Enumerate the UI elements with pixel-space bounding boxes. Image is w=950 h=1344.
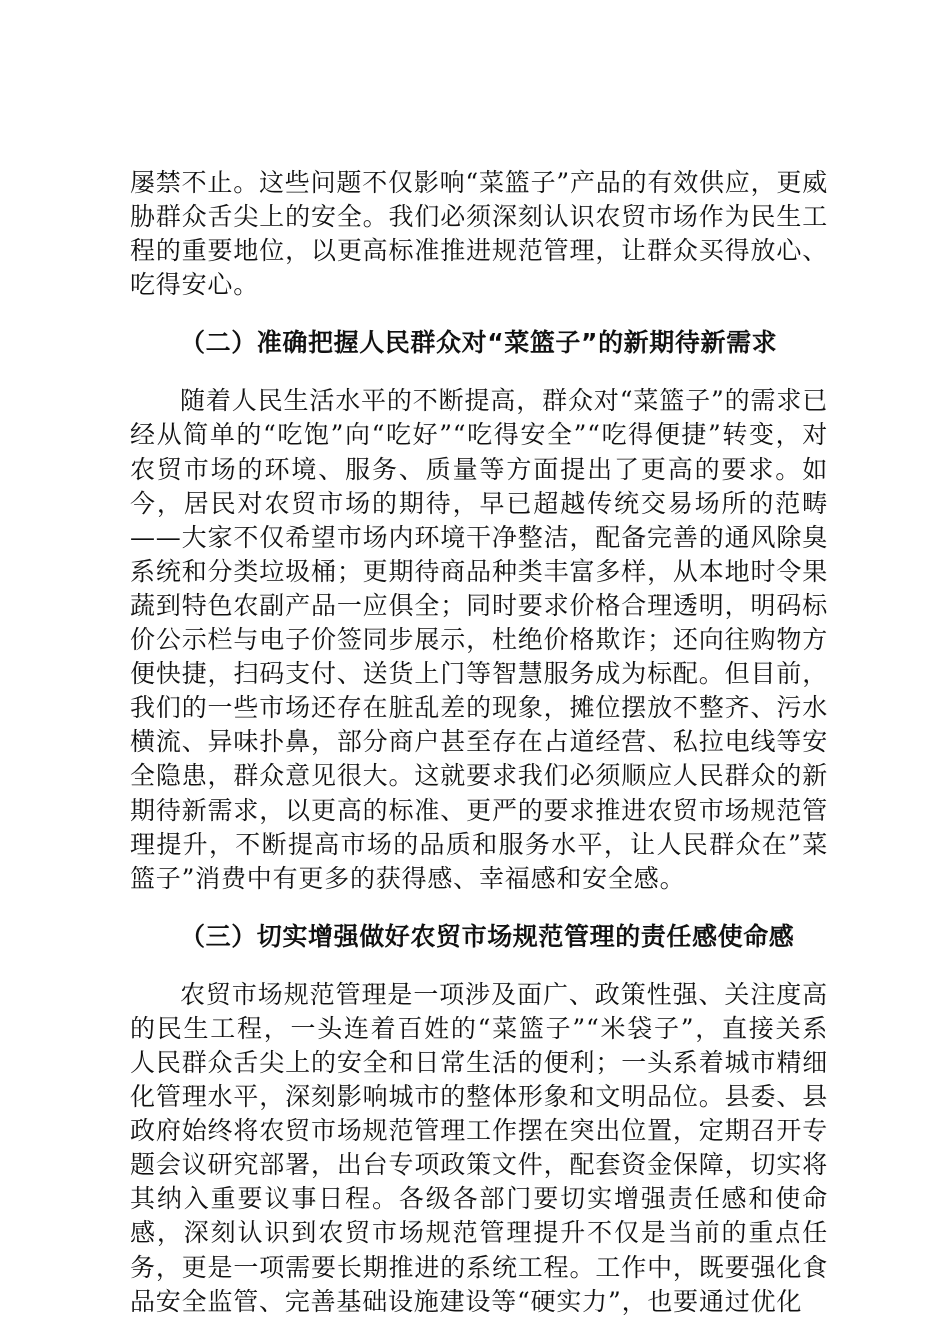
document-body (130, 166, 828, 1319)
section-heading-3: （三）切实增强做好农贸市场规范管理的责任感使命感 (180, 921, 795, 951)
section-heading-2: （二）准确把握人民群众对“菜篮子”的新期待新需求 (180, 328, 778, 358)
paragraph-responsibility: 农贸市场规范管理是一项涉及面广、政策性强、关注度高的民生工程，一头连着百姓的“菜篮子”“米袋子”，直接关系人民群众舌尖上的安全和日常生活的便利；一头系着城市精细化管理水平，深刻影响城市的整体形象和文明品位。县委、县政府始终将农贸市场规范管理工作摆在突出位置，定期召开专题会议研究部署，出台专项政策文件，配套资金保障，切实将其纳入重要议事日程。各级各部门要切实增强责任感和使命感，深刻认识到农贸市场规范管理提升不仅是当前的重点任务，更是一项需要长期推进的系统工程。工作中，既要强化食品安全监管、完善基础设施建设等“硬实力”，也要通过优化 (130, 979, 828, 1316)
paragraph-new-demands: 随着人民生活水平的不断提高，群众对“菜篮子”的需求已经从简单的“吃饱”向“吃好”“吃得安全”“吃得便捷”转变，对农贸市场的环境、服务、质量等方面提出了更高的要求。如今，居民对农贸市场的期待，早已超越传统交易场所的范畴——大家不仅希望市场内环境干净整洁，配备完善的通风除臭系统和分类垃圾桶；更期待商品种类丰富多样，从本地时令果蔬到特色农副产品一应俱全；同时要求价格合理透明，明码标价公示栏与电子价签同步展示，杜绝价格欺诈；还向往购物方便快捷，扫码支付、送货上门等智慧服务成为标配。但目前，我们的一些市场还存在脏乱差的现象，摊位摆放不整齐、污水横流、异味扑鼻，部分商户甚至存在占道经营、私拉电线等安全隐患，群众意见很大。这就要求我们必须顺应人民群众的新期待新需求，以更高的标准、更严的要求推进农贸市场规范管理提升，不断提高市场的品质和服务水平，让人民群众在”菜篮子”消费中有更多的获得感、幸福感和安全感。 (130, 386, 828, 893)
paragraph-continuation: 屡禁不止。这些问题不仅影响“菜篮子”产品的有效供应，更威胁群众舌尖上的安全。我们必须深刻认识农贸市场作为民生工程的重要地位，以更高标准推进规范管理，让群众买得放心、吃得安心。 (130, 168, 828, 300)
